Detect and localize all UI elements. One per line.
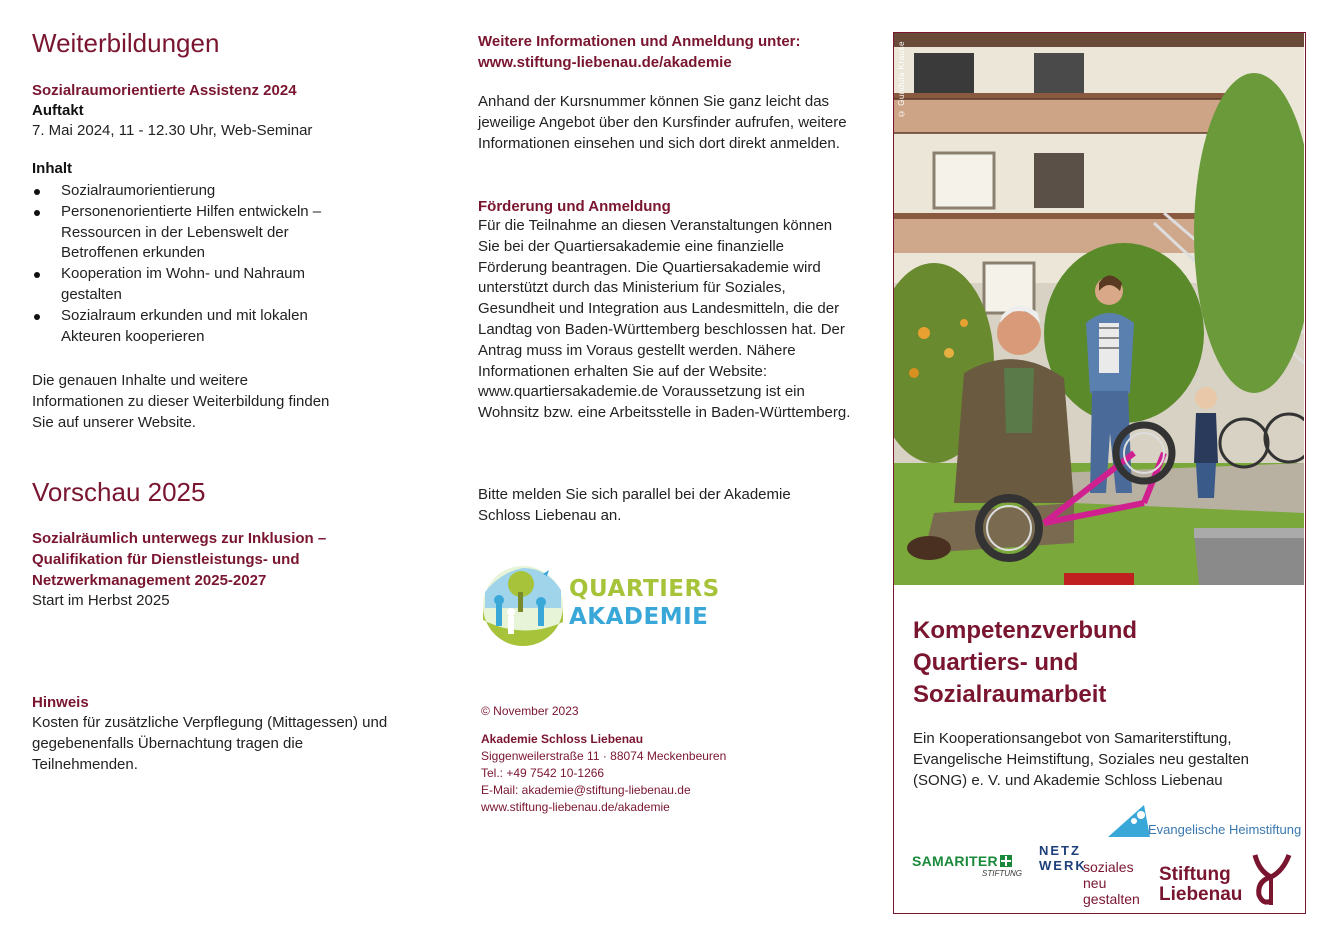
funding-text: Für die Teilnahme an diesen Veranstaltungen können Sie bei der Quartiersakademie eine finanzielle Förderung beantragen. Die Quartiersakademie wird unterstützt durch das Ministerium für Soziales, Gesundheit und Integration aus Landesmitteln, die der Landtag von Baden-Württemberg beschlossen hat. Der Antrag muss im Voraus gestellt werden. Nähere Informationen erhalten Sie auf der Website: www.quartiersakademie.de Voraussetzung ist ein Wohnsitz bzw. eine Arbeitsstelle in Baden-Württemberg. xyxy=(478,217,851,422)
copyright: © November 2023 xyxy=(481,704,579,718)
course2-title: Sozialräumlich unterwegs zur Inklusion – Qualifikation für Dienstleistungs- und Netzwerkmanagement 2025-2027 xyxy=(32,530,327,589)
liebenau-tulip-icon xyxy=(1249,851,1295,907)
info-heading: Weitere Informationen und Anmeldung unter: www.stiftung-liebenau.de/akademie xyxy=(478,33,801,71)
section-title-vorschau: Vorschau 2025 xyxy=(32,477,206,507)
org-name: Akademie Schloss Liebenau xyxy=(481,732,644,746)
list-item: Personenorientierte Hilfen entwickeln – Ressourcen in der Lebenswelt der Betroffenen erkunden xyxy=(32,202,362,264)
bullet-icon xyxy=(34,189,40,195)
cover-photo xyxy=(894,33,1304,585)
bullet-icon xyxy=(34,314,40,320)
list-item: Kooperation im Wohn- und Nahraum gestalten xyxy=(32,264,362,306)
funding-heading: Förderung und Anmeldung xyxy=(478,198,671,215)
netzwerk-song-logo: NETZ WERK soziales neu gestalten xyxy=(1039,843,1140,907)
web-link[interactable]: www.stiftung-liebenau.de/akademie xyxy=(481,800,670,814)
evangelische-heimstiftung-logo: Evangelische Heimstiftung xyxy=(1108,803,1304,843)
samariter-cross-icon xyxy=(1000,855,1012,867)
kickoff-label: Auftakt xyxy=(32,102,84,119)
photo-credit: © Gundula Krause xyxy=(897,41,906,119)
family-bicycle-photo-icon xyxy=(894,33,1304,585)
kickoff-detail: 7. Mai 2024, 11 - 12.30 Uhr, Web-Seminar xyxy=(32,122,313,139)
panel-title: Kompetenzverbund Quartiers- und Sozialraumarbeit xyxy=(913,617,1138,708)
address: Siggenweilerstraße 11 · 88074 Meckenbeuren xyxy=(481,749,727,763)
bullet-icon xyxy=(34,272,40,278)
hint-text: Kosten für zusätzliche Verpflegung (Mittagessen) und gegebenenfalls Übernachtung tragen die Teilnehmenden. xyxy=(32,714,388,773)
course2-start: Start im Herbst 2025 xyxy=(32,592,170,609)
section-title-weiterbildungen: Weiterbildungen xyxy=(32,28,220,58)
more-info-text: Die genauen Inhalte und weitere Informationen zu dieser Weiterbildung finden Sie auf unserer Website. xyxy=(32,372,330,431)
panel-description: Ein Kooperationsangebot von Samariterstiftung, Evangelische Heimstiftung, Soziales neu gestalten (SONG) e. V. und Akademie Schloss Liebenau xyxy=(913,730,1250,789)
cover-panel xyxy=(893,32,1306,914)
phone: Tel.: +49 7542 10-1266 xyxy=(481,766,605,780)
content-label: Inhalt xyxy=(32,160,72,177)
quartiers-logo-text: QUARTIERS xyxy=(569,576,720,602)
register-text: Bitte melden Sie sich parallel bei der Akademie Schloss Liebenau an. xyxy=(478,486,791,524)
samariterstiftung-logo: SAMARITER STIFTUNG xyxy=(912,853,1022,878)
list-item: Sozialraum erkunden und mit lokalen Akteuren kooperieren xyxy=(32,306,362,348)
email-link[interactable]: E-Mail: akademie@stiftung-liebenau.de xyxy=(481,783,691,797)
content-list xyxy=(32,181,362,347)
quartiersakademie-emblem-icon xyxy=(481,562,571,652)
list-item: Sozialraumorientierung xyxy=(32,181,362,202)
quartiersakademie-logo xyxy=(481,562,720,652)
academy-link[interactable]: www.stiftung-liebenau.de/akademie xyxy=(478,54,732,71)
stiftung-liebenau-logo: Stiftung Liebenau xyxy=(1159,851,1299,911)
hint-label: Hinweis xyxy=(32,694,89,711)
course1-title: Sozialraumorientierte Assistenz 2024 xyxy=(32,82,297,99)
akademie-logo-text: AKADEMIE xyxy=(569,604,709,630)
info-text: Anhand der Kursnummer können Sie ganz leicht das jeweilige Angebot über den Kursfinder aufrufen, weitere Informationen einsehen und sich dort direkt anmelden. xyxy=(478,93,847,152)
bullet-icon xyxy=(34,210,40,216)
